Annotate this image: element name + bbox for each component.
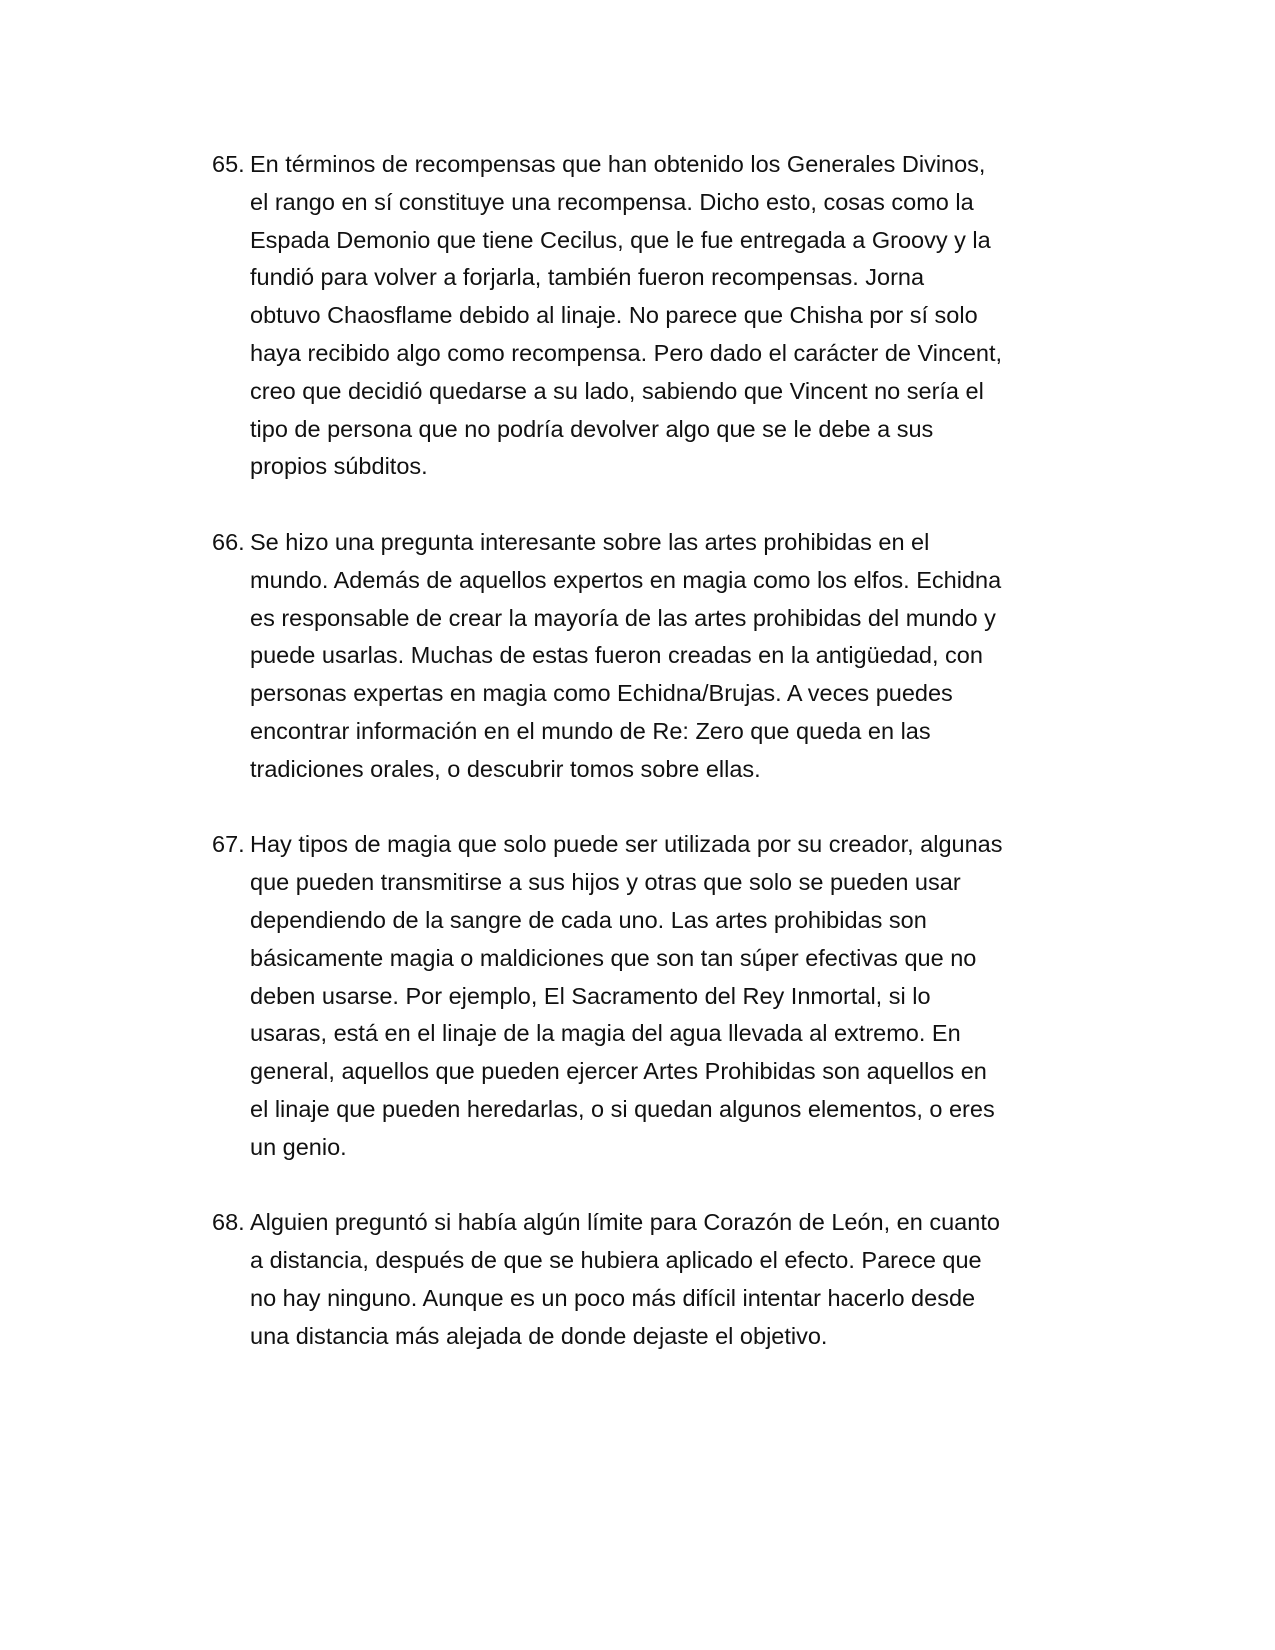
item-number: 67. [212,831,245,858]
text-line: obtuvo Chaosflame debido al linaje. No parece que Chisha por sí solo [250,302,978,329]
item-number: 66. [212,528,245,555]
text-line: mundo. Además de aquellos expertos en magia como los elfos. Echidna [250,566,1002,593]
text-line: una distancia más alejada de donde dejaste el objetivo. [250,1322,828,1349]
text-line: tipo de persona que no podría devolver algo que se le debe a sus [250,415,934,442]
item-text [250,146,1092,486]
text-line: tradiciones orales, o descubrir tomos sobre ellas. [250,755,761,782]
text-line: fundió para volver a forjarla, también fueron recompensas. Jorna [250,264,925,291]
text-line: básicamente magia o maldiciones que son tan súper efectivas que no [250,944,977,971]
text-line: creo que decidió quedarse a su lado, sabiendo que Vincent no sería el [250,377,984,404]
text-line: propios súbditos. [250,453,428,480]
text-line: general, aquellos que pueden ejercer Artes Prohibidas son aquellos en [250,1058,987,1085]
text-line: el rango en sí constituye una recompensa. Dicho esto, cosas como la [250,188,974,215]
text-line: dependiendo de la sangre de cada uno. Las artes prohibidas son [250,906,927,933]
text-line: personas expertas en magia como Echidna/Brujas. A veces puedes [250,680,953,707]
text-line: el linaje que pueden heredarlas, o si quedan algunos elementos, o eres [250,1095,995,1122]
text-line: Se hizo una pregunta interesante sobre las artes prohibidas en el [250,528,930,555]
item-number: 65. [212,151,245,177]
numbered-list [212,146,1092,1393]
text-line: Hay tipos de magia que solo puede ser utilizada por su creador, algunas [250,831,1003,858]
text-line: a distancia, después de que se hubiera aplicado el efecto. Parece que [250,1247,982,1274]
list-item-67 [212,826,1092,1166]
text-line: haya recibido algo como recompensa. Pero dado el carácter de Vincent, [250,339,1003,366]
text-line: deben usarse. Por ejemplo, El Sacramento del Rey Inmortal, si lo [250,982,931,1009]
item-text [250,826,1092,1166]
text-line: usaras, está en el linaje de la magia del agua llevada al extremo. En [250,1020,961,1047]
text-line: no hay ninguno. Aunque es un poco más difícil intentar hacerlo desde [250,1284,976,1311]
text-line: encontrar información en el mundo de Re: Zero que queda en las [250,717,931,744]
text-line: Alguien preguntó si había algún límite para Corazón de León, en cuanto [250,1209,1000,1236]
item-number: 68. [212,1209,245,1236]
text-line: puede usarlas. Muchas de estas fueron creadas en la antigüedad, con [250,642,983,669]
list-item-66 [212,524,1092,789]
text-line: es responsable de crear la mayoría de las artes prohibidas del mundo y [250,604,996,631]
item-text [250,524,1092,789]
text-line: En términos de recompensas que han obtenido los Generales Divinos, [250,151,986,177]
list-item-68 [212,1204,1092,1355]
text-line: que pueden transmitirse a sus hijos y otras que solo se pueden usar [250,869,961,896]
item-text [250,1204,1092,1355]
text-line: Espada Demonio que tiene Cecilus, que le fue entregada a Groovy y la [250,226,991,253]
text-line: un genio. [250,1133,347,1160]
list-item-65 [212,146,1092,486]
